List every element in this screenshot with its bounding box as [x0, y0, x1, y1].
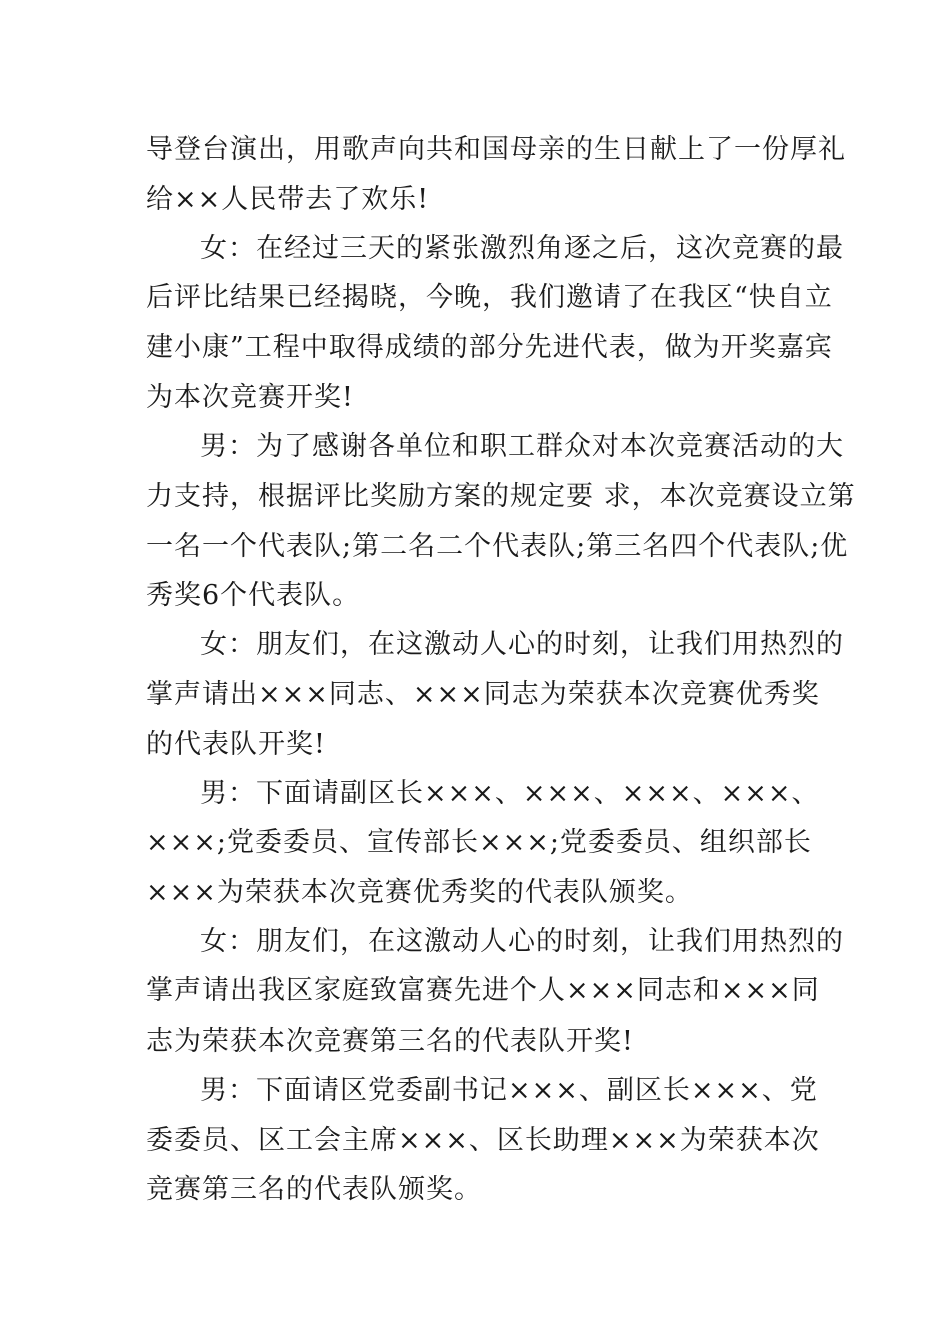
- text-line: ×××;党委委员、宣传部长×××;党委委员、组织部长: [146, 827, 812, 858]
- text-line: 女：朋友们，在这激动人心的时刻，让我们用热烈的: [200, 629, 844, 660]
- text-line: ×××为荣获本次竞赛优秀奖的代表队颁奖。: [146, 877, 693, 908]
- text-line: 委委员、区工会主席×××、区长助理×××为荣获本次: [146, 1125, 820, 1156]
- text-line: 男：下面请副区长×××、×××、×××、×××、: [200, 778, 820, 809]
- text-line: 力支持，根据评比奖励方案的规定要 求，本次竞赛设立第: [146, 481, 856, 512]
- text-line: 女：在经过三天的紧张激烈角逐之后，这次竞赛的最: [200, 233, 844, 264]
- text-line: 掌声请出我区家庭致富赛先进个人×××同志和×××同: [146, 975, 820, 1006]
- text-line: 男：为了感谢各单位和职工群众对本次竞赛活动的大: [200, 431, 844, 462]
- text-line: 后评比结果已经揭晓，今晚，我们邀请了在我区“快自立: [146, 282, 833, 313]
- text-line: 掌声请出×××同志、×××同志为荣获本次竞赛优秀奖: [146, 679, 820, 710]
- text-line: 男：下面请区党委副书记×××、副区长×××、党: [200, 1075, 818, 1106]
- text-line: 建小康”工程中取得成绩的部分先进代表，做为开奖嘉宾: [146, 332, 833, 363]
- text-line: 的代表队开奖!: [146, 729, 326, 760]
- text-line: 给××人民带去了欢乐!: [146, 184, 430, 215]
- text-line: 导登台演出，用歌声向共和国母亲的生日献上了一份厚礼: [146, 134, 846, 165]
- text-line: 一名一个代表队;第二名二个代表队;第三名四个代表队;优: [146, 531, 849, 562]
- text-line: 秀奖6个代表队。: [146, 580, 361, 611]
- text-line: 志为荣获本次竞赛第三名的代表队开奖!: [146, 1026, 634, 1057]
- text-line: 竞赛第三名的代表队颁奖。: [146, 1174, 482, 1205]
- text-line: 为本次竞赛开奖!: [146, 382, 354, 413]
- text-line: 女：朋友们，在这激动人心的时刻，让我们用热烈的: [200, 926, 844, 957]
